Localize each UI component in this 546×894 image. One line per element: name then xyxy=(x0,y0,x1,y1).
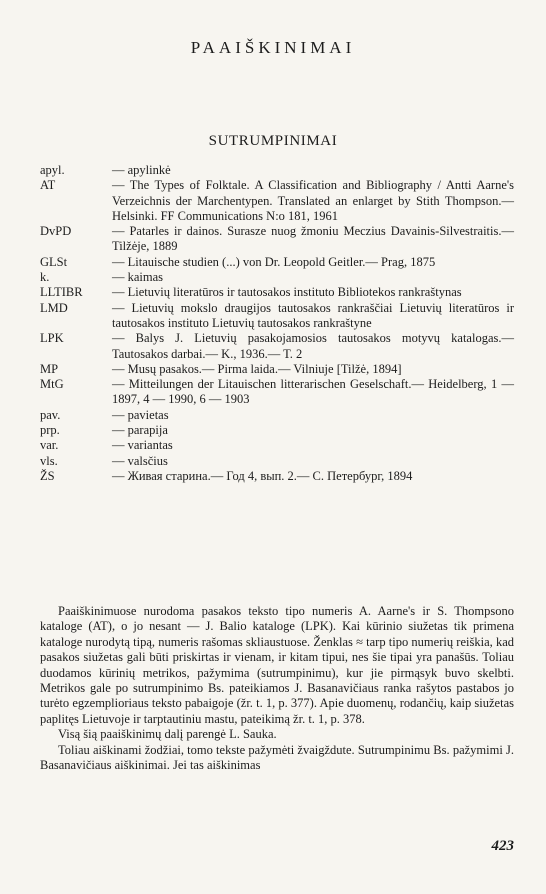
abbreviation-row xyxy=(40,285,514,300)
abbreviation-row xyxy=(40,423,514,438)
abbreviation-row xyxy=(40,362,514,377)
paragraph: Paaiškinimuose nurodoma pasakos teksto tipo numeris A. Aarne's ir S. Thompsono kataloge (AT), o jo nesant — J. Balio kataloge (LPK). Kai kūrinio siužetas tik primena kataloge nurodytą tipą, numeris rašomas skliaustuose. Ženklas ≈ tarp tipo numerių reiškia, kad pasakos siužetas gali būti priskirtas ir vienam, ir kitam tipui, nes šie tipai yra panašūs. Toliau duodamos kūrinių metrikos, pažymima (sutrumpinimu), kur jie pirmąsyk buvo skelbti. Metrikos gale po sutrumpinimo Bs. pateikiamos J. Basanavičiaus ranka rašytos pastabos jo turėto egzemplioriaus teksto pabaigoje (žr. t. 1, p. 377). Apie duomenų, rodančių, kaip siužetas paplitęs Lietuvoje ir tarptautiniu mastu, pateikimą žr. t. 1, p. 378. xyxy=(40,604,514,726)
abbreviation-term: prp. xyxy=(40,423,60,438)
abbreviation-term: LPK xyxy=(40,331,64,346)
abbreviation-term: pav. xyxy=(40,407,61,422)
abbreviation-definition: — valsčius xyxy=(112,453,168,468)
abbreviation-term: MtG xyxy=(40,377,64,392)
abbreviation-term: vls. xyxy=(40,453,58,468)
abbreviation-definition: — Lietuvių literatūros ir tautosakos instituto Bibliotekos rankraštynas xyxy=(112,285,462,300)
running-head: PAAIŠKINIMAI xyxy=(190,38,356,57)
abbreviation-term: ŽS xyxy=(40,468,55,483)
abbreviation-term: MP xyxy=(40,361,59,376)
abbreviation-definition: — Lietuvių mokslo draugijos tautosakos rankraščiai Lietuvių literatūros ir tautosakos instituto Lietuvių tautosakos rankraštyne xyxy=(112,300,514,330)
abbreviation-definition: — parapija xyxy=(112,423,168,438)
paragraph: Toliau aiškinami žodžiai, tomo tekste pažymėti žvaigždute. Sutrumpinimu Bs. pažymimi J. Basanavičiaus aiškinimai. Jei tas aiškinimas xyxy=(40,742,514,773)
abbreviation-list xyxy=(40,163,514,484)
abbreviation-row xyxy=(40,224,514,255)
paragraph: Visą šią paaiškinimų dalį parengė L. Sauka. xyxy=(58,727,277,742)
abbreviation-row xyxy=(40,301,514,332)
abbreviation-term: LMD xyxy=(40,300,68,315)
abbreviation-row xyxy=(40,408,514,423)
abbreviation-term: GLSt xyxy=(40,254,68,269)
abbreviation-term: k. xyxy=(40,270,50,285)
abbreviation-row xyxy=(40,469,514,484)
abbreviation-row xyxy=(40,178,514,224)
abbreviation-term: DvPD xyxy=(40,224,72,239)
abbreviation-definition: — apylinkė xyxy=(112,163,171,177)
abbreviation-row xyxy=(40,377,514,408)
abbreviation-definition: — Mitteilungen der Litauischen litterarischen Geselschaft.— Heidelberg, 1 — 1897, 4 — 1990, 6 — 1903 xyxy=(112,377,514,407)
abbreviation-definition: — Balys J. Lietuvių pasakojamosios tautosakos motyvų katalogas.— Tautosakos darbai.— K., 1936.— T. 2 xyxy=(112,331,514,361)
abbreviation-definition: — pavietas xyxy=(112,407,169,422)
section-title: SUTRUMPINIMAI xyxy=(208,133,338,149)
abbreviation-row xyxy=(40,438,514,453)
abbreviation-definition: — Живая старина.— Год 4, вып. 2.— С. Петербург, 1894 xyxy=(112,468,413,483)
abbreviation-row xyxy=(40,454,514,469)
abbreviation-term: LLTIBR xyxy=(40,285,83,300)
abbreviation-definition: — Musų pasakos.— Pirma laida.— Vilniuje [Tilžė, 1894] xyxy=(112,361,402,376)
abbreviation-row xyxy=(40,331,514,362)
abbreviation-row xyxy=(40,255,514,270)
abbreviation-definition: — Litauische studien (...) von Dr. Leopold Geitler.— Prag, 1875 xyxy=(112,254,436,269)
abbreviation-term: AT xyxy=(40,178,56,193)
abbreviation-term: apyl. xyxy=(40,163,65,177)
abbreviation-definition: — The Types of Folktale. A Classification and Bibliography / Antti Aarne's Verzeichnis der Marchentypen. Translated an enlarget by Stith Thompson.— Helsinki. FF Communications N:o 181, 1961 xyxy=(112,178,514,223)
page-number: 423 xyxy=(491,838,514,854)
abbreviation-row xyxy=(40,270,514,285)
abbreviation-definition: — variantas xyxy=(112,438,173,453)
abbreviation-term: var. xyxy=(40,438,59,453)
abbreviation-row xyxy=(40,163,514,178)
explanatory-text xyxy=(40,604,514,773)
abbreviation-definition: — kaimas xyxy=(112,270,164,285)
abbreviation-definition: — Patarles ir dainos. Surasze nuog žmoniu Meczius Davainis-Silvestraitis.— Tilžėje, 1889 xyxy=(112,224,514,254)
